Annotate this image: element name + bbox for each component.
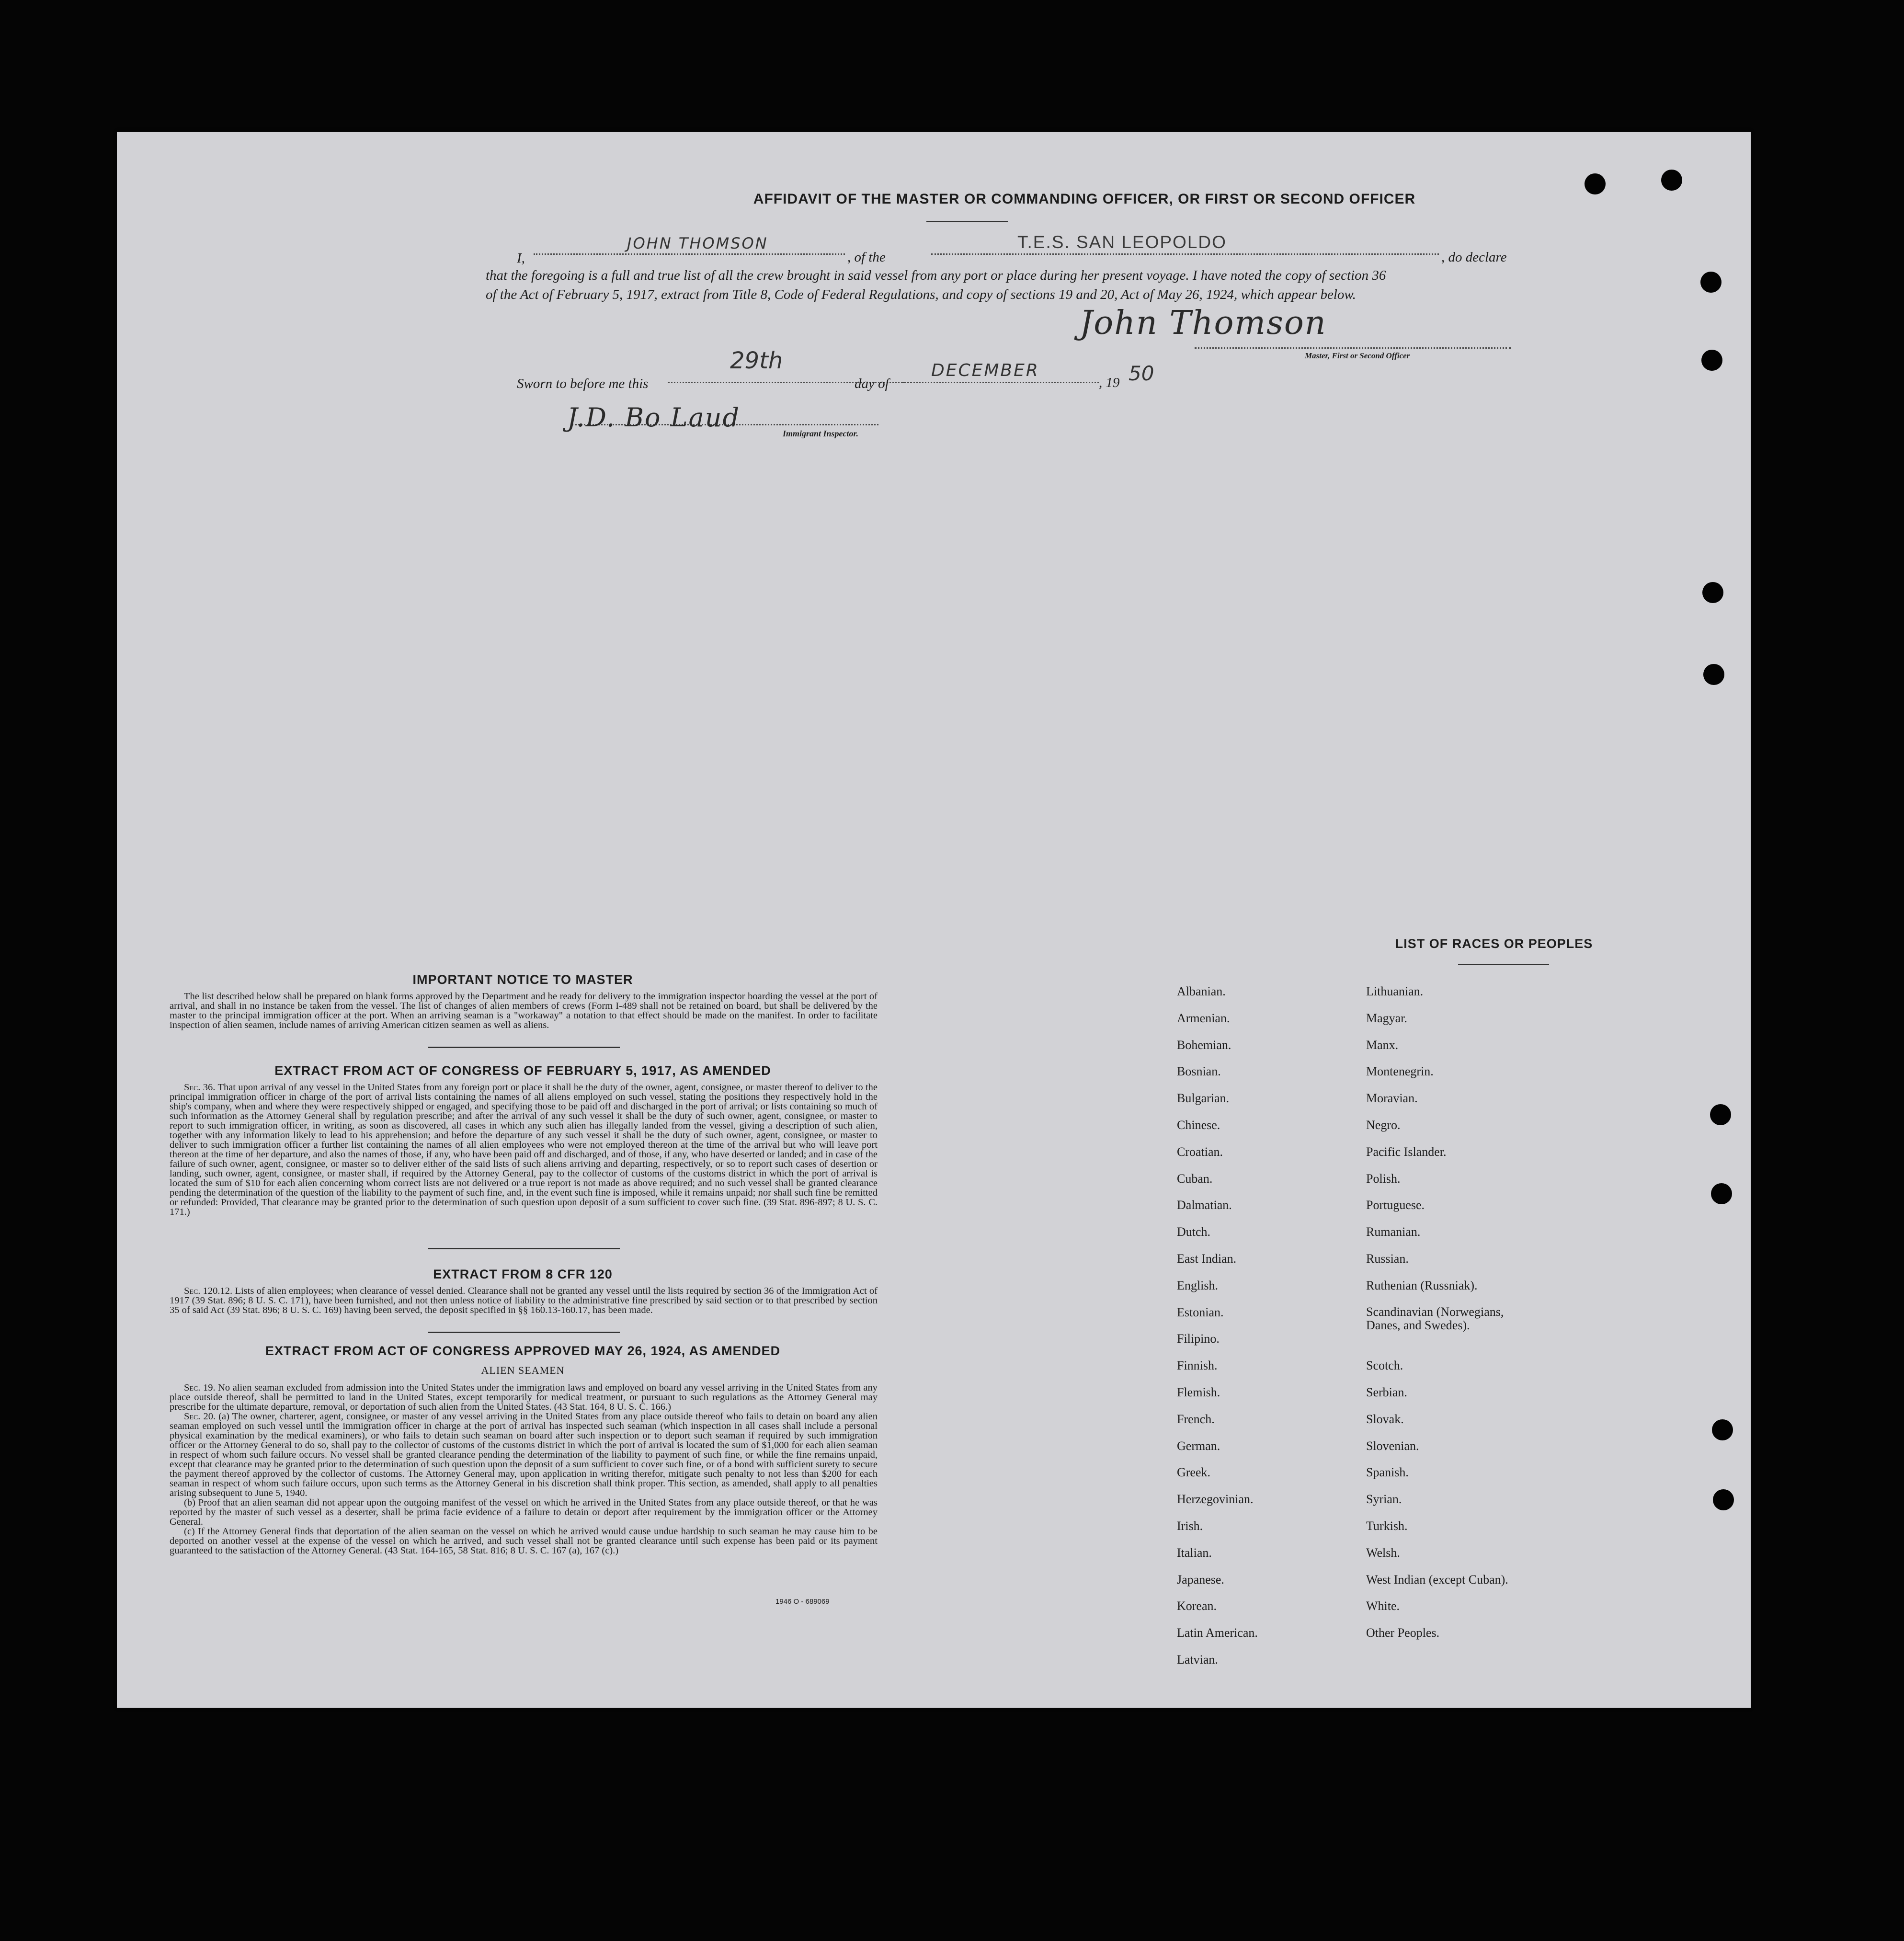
race-item: Lithuanian. <box>1366 984 1424 998</box>
sec-120-label: Sec. 120.12. <box>184 1286 233 1296</box>
binder-hole <box>1701 350 1722 371</box>
race-item: Portuguese. <box>1366 1198 1425 1212</box>
inspector-signature: J.D. Bo Laud <box>567 402 741 433</box>
race-item: White. <box>1366 1599 1400 1613</box>
race-item: Scandinavian (Norwegians, Danes, and Swedes). <box>1366 1304 1504 1332</box>
race-item: Filipino. <box>1177 1332 1220 1346</box>
race-item: Spanish. <box>1366 1465 1409 1480</box>
master-caption: Master, First or Second Officer <box>1305 351 1410 360</box>
extract-1924-title: EXTRACT FROM ACT OF CONGRESS APPROVED MAY 26, 1924, AS AMENDED <box>265 1344 781 1358</box>
print-code: 1946 O - 689069 <box>775 1598 830 1606</box>
race-item: Cuban. <box>1177 1171 1213 1186</box>
binder-hole <box>1713 1489 1734 1510</box>
race-item: Syrian. <box>1366 1492 1402 1507</box>
race-item: Estonian. <box>1177 1305 1224 1319</box>
vessel-name-stamp: T.E.S. SAN LEOPOLDO <box>1017 232 1227 252</box>
extract-1917-rule <box>428 1248 620 1249</box>
notice-rule <box>428 1047 620 1048</box>
document-page <box>117 132 1751 1708</box>
race-item: Flemish. <box>1177 1385 1220 1399</box>
races-rule <box>1458 964 1549 965</box>
day-handwritten: 29th <box>730 347 783 374</box>
races-left-column <box>1177 984 1258 1679</box>
race-item: Korean. <box>1177 1599 1217 1613</box>
race-item: Irish. <box>1177 1519 1203 1533</box>
extract-1917-text <box>170 1083 878 1217</box>
race-item: Rumanian. <box>1366 1225 1421 1239</box>
master-name-handwritten: JOHN THOMSON <box>627 234 768 252</box>
race-item: Moravian. <box>1366 1091 1418 1106</box>
race-item: Welsh. <box>1366 1545 1400 1560</box>
race-item: English. <box>1177 1278 1218 1292</box>
sec-19-label: Sec. 19. <box>184 1382 216 1393</box>
race-item: Italian. <box>1177 1545 1212 1560</box>
race-item: Bosnian. <box>1177 1064 1221 1079</box>
extract-cfr-text <box>170 1286 878 1315</box>
race-item: Bohemian. <box>1177 1038 1231 1052</box>
notice-paragraph: The list described below shall be prepared on blank forms approved by the Department and be ready for delivery to the immigration inspector boarding the vessel at the port of arrival, and shall in no instance be taken from the vessel. The list of changes of alien members of crews (Form I-489 shall not be retained on board, but shall be delivered by the master to the principal immigration officer at the port. When an arriving seaman is a "workaway" a notation to that effect should be made on the manifest. In order to facilitate inspection of alien seamen, include names of arriving American citizen seamen as well as aliens. <box>170 991 878 1030</box>
binder-hole <box>1700 272 1722 293</box>
race-item: Magyar. <box>1366 1011 1407 1025</box>
race-item: Greek. <box>1177 1465 1211 1480</box>
sworn-label: Sworn to before me this <box>517 376 649 391</box>
month-handwritten: DECEMBER <box>931 361 1039 380</box>
year-handwritten: 50 <box>1129 362 1154 385</box>
sec-19-text: No alien seaman excluded from admission into the United States under the immigration laws and employed on board any vessel arriving in the United States from any place outside thereof, shall be permitted to land in the United States, except temporarily for medical treatment, or pursuant to such regulations as the Attorney General may prescribe for the ultimate departure, removal, or deportation of such alien from the United States. (43 Stat. 164, 8 U. S. C. 166.) <box>170 1382 878 1412</box>
inspector-caption: Immigrant Inspector. <box>783 429 859 438</box>
sec-20a-text: (a) The owner, charterer, agent, consignee, or master of any vessel arriving in the United States from any place outside thereof who fails to detain on board any alien seaman employed on such vessel until the immigration officer in charge at the port of arrival has inspected such seaman (which inspection in all cases shall include a personal physical examination by the medical examiners), or who fails to detain such seaman on board after such inspection or to deport such seaman if required by such immigration officer or the Attorney General to do so, shall pay to the collector of customs of the customs district in which the port of arrival is located the sum of $1,000 for each alien seaman in respect of whom such failure occurs. No vessel shall be granted clearance pending the determination of the liability to payment of such fine, or while the fine remains unpaid, except that clearance may be granted prior to the determination of such question upon the deposit of a sum sufficient to cover such fine, or of a bond with sufficient surety to secure the payment thereof approved by the collector of customs. The Attorney General may, upon application in writing therefor, mitigate such penalty to not less than $200 for each seaman in respect of whom such failure occurs, upon such terms as the Attorney General in his discretion shall think proper. This section, as amended, shall apply to all penalties arising subsequent to June 5, 1940. <box>170 1411 878 1498</box>
sec-120-text: Lists of alien employees; when clearance of vessel denied. Clearance shall not be granted any vessel until the lists required by section 36 of the Immigration Act of 1917 (39 Stat. 896; 8 U. S. C. 171), have been furnished, and not then unless notice of liability to the administrative fine prescribed by said section or to that prescribed by section 35 of said Act (39 Stat. 896; 8 U. S. C. 169) having been served, the deposit specified in §§ 160.13-160.17, has been made. <box>170 1286 878 1315</box>
of-the-label: , of the <box>847 250 886 265</box>
master-signature: John Thomson <box>1080 304 1327 342</box>
binder-hole <box>1585 173 1606 194</box>
race-item: Montenegrin. <box>1366 1064 1434 1079</box>
binder-hole <box>1711 1183 1732 1204</box>
race-item <box>1366 1332 1529 1359</box>
affidavit-title: AFFIDAVIT OF THE MASTER OR COMMANDING OFFICER, OR FIRST OR SECOND OFFICER <box>753 191 1416 207</box>
race-item: Latvian. <box>1177 1652 1218 1667</box>
race-item: East Indian. <box>1177 1251 1237 1266</box>
race-item: Latin American. <box>1177 1626 1258 1640</box>
i-label: I, <box>517 251 525 266</box>
extract-cfr-title: EXTRACT FROM 8 CFR 120 <box>433 1267 613 1281</box>
year-prefix: , 19 <box>1099 375 1120 390</box>
race-item: Croatian. <box>1177 1144 1223 1159</box>
race-item: Negro. <box>1366 1118 1401 1132</box>
race-item: Russian. <box>1366 1251 1409 1266</box>
sec-20-label: Sec. 20. <box>184 1411 216 1422</box>
race-item: Manx. <box>1366 1038 1399 1052</box>
binder-hole <box>1702 582 1723 603</box>
extract-cfr-rule <box>428 1332 620 1333</box>
race-item: Japanese. <box>1177 1572 1224 1587</box>
race-item: Ruthenian (Russniak). <box>1366 1278 1478 1292</box>
alien-seamen-subtitle: ALIEN SEAMEN <box>481 1364 565 1376</box>
affidavit-body: that the foregoing is a full and true list of all the crew brought in said vessel from any port or place during her present voyage. I have noted the copy of section 36 of the Act of February 5, 1917, extract from Title 8, Code of Federal Regulations, and copy of sections 19 and 20, Act of May 26, 1924, which appear below. <box>486 268 1386 302</box>
race-item: Bulgarian. <box>1177 1091 1230 1106</box>
race-item: Herzegovinian. <box>1177 1492 1254 1507</box>
sec-20c-text: (c) If the Attorney General finds that deportation of the alien seaman on the vessel on which he arrived would cause undue hardship to such seaman he may cause him to be deported on another vessel at the expense of the vessel on which he arrived, and such vessel shall not be granted clearance until such expense has been paid or its payment guaranteed to the satisfaction of the Attorney General. (43 Stat. 164-165, 58 Stat. 816; 8 U. S. C. 167 (a), 167 (c).) <box>170 1526 878 1556</box>
binder-hole <box>1712 1419 1733 1440</box>
race-item: Armenian. <box>1177 1011 1230 1025</box>
title-rule <box>926 221 1008 222</box>
races-right-column <box>1366 984 1529 1653</box>
day-of-label: day of <box>855 376 889 391</box>
master-signature-line <box>1195 343 1511 349</box>
race-item: Pacific Islander. <box>1366 1144 1447 1159</box>
notice-title: IMPORTANT NOTICE TO MASTER <box>412 972 633 987</box>
race-item: French. <box>1177 1412 1215 1426</box>
race-item: Other Peoples. <box>1366 1626 1440 1640</box>
race-item: Slovak. <box>1366 1412 1404 1426</box>
race-item: Scotch. <box>1366 1359 1403 1373</box>
race-item: Dutch. <box>1177 1225 1211 1239</box>
notice-text <box>170 992 878 1030</box>
race-item: Finnish. <box>1177 1359 1218 1373</box>
race-item: Slovenian. <box>1366 1439 1419 1453</box>
extract-1924-text <box>170 1383 878 1555</box>
sec-36-label: Sec. 36. <box>184 1082 216 1093</box>
binder-hole <box>1661 170 1682 191</box>
race-item: Dalmatian. <box>1177 1198 1232 1212</box>
do-declare-label: , do declare <box>1441 250 1507 265</box>
extract-1917-title: EXTRACT FROM ACT OF CONGRESS OF FEBRUARY 5, 1917, AS AMENDED <box>274 1063 771 1078</box>
race-item: Serbian. <box>1366 1385 1407 1399</box>
race-item: West Indian (except Cuban). <box>1366 1572 1508 1587</box>
race-item: Albanian. <box>1177 984 1226 998</box>
race-item: Chinese. <box>1177 1118 1220 1132</box>
sec-20b-text: (b) Proof that an alien seaman did not appear upon the outgoing manifest of the vessel on which he arrived in the United States from any place outside thereof, or that he was reported by the master of such vessel as a deserter, shall be prima facie evidence of a failure to detain or deport after requirement by the immigration officer or the Attorney General. <box>170 1497 878 1527</box>
race-item: Turkish. <box>1366 1519 1408 1533</box>
binder-hole <box>1703 664 1724 685</box>
sec-36-text: That upon arrival of any vessel in the United States from any foreign port or place it shall be the duty of the owner, agent, consignee, or master thereof to deliver to the principal immigration officer in charge of the port of arrival lists containing the names of all aliens employed on such vessel, stating the positions they respectively hold in the ship's company, when and where they were respectively shipped or engaged, and specifying those to be paid off and discharged in the port of arrival; or lists containing so much of such information as the Attorney General shall by regulation prescribe; and after the arrival of any such vessel it shall be the duty of such owner, agent, consignee, or master to report to such immigration officer, in writing, as soon as discovered, all cases in which any such alien has illegally landed from the vessel, giving a description of such alien, together with any information likely to lead to his apprehension; and before the departure of any such vessel it shall be the duty of such owner, agent, consignee, or master to deliver to such immigration officer a further list containing the names of all alien employees who were not employed thereon at the time of the arrival but who will leave port thereon at the time of her departure, and also the names of those, if any, who have been paid off and discharged, and of those, if any, who have deserted or landed; and in case of the failure of such owner, agent, consignee, or master so to deliver either of the said lists of such aliens arriving and departing, respectively, or so to report such cases of desertion or landing, such owner, agent, consignee, or master shall, if required by the Attorney General, pay to the collector of customs of the customs district in which the port of arrival is located the sum of $10 for each alien concerning whom correct lists are not delivered or a true report is not made as above required; and no such vessel shall be granted clearance pending the determination of the question of the liability to the payment of such fine, and, in the event such fine is imposed, while it remains unpaid; nor shall such fine be remitted or refunded: Provided, That clearance may be granted prior to the determination of such question upon deposit of a sum sufficient to cover such fine. (39 Stat. 896-897; 8 U. S. C. 171.) <box>170 1082 878 1217</box>
race-item: German. <box>1177 1439 1220 1453</box>
races-title: LIST OF RACES OR PEOPLES <box>1395 936 1593 951</box>
race-item: Polish. <box>1366 1171 1401 1186</box>
binder-hole <box>1710 1104 1731 1125</box>
